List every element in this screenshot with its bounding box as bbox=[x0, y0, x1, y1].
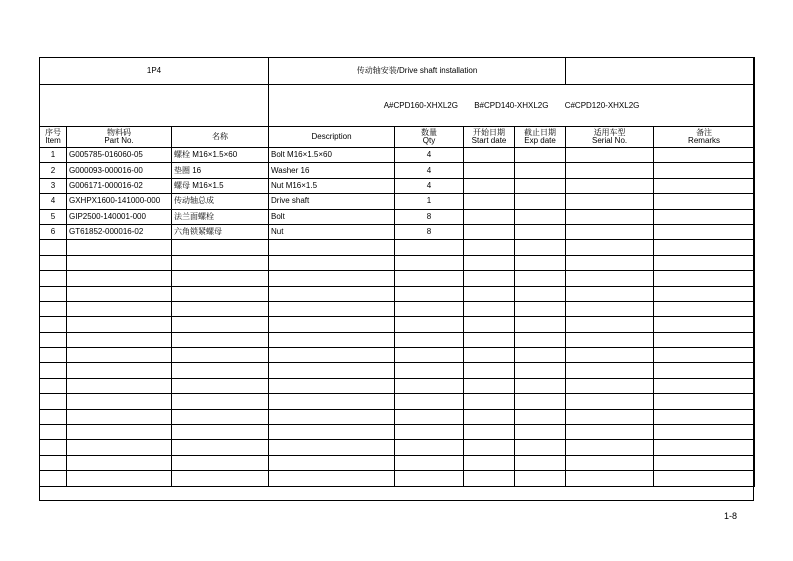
table-outer-border bbox=[39, 57, 754, 501]
cell-description: Bolt M16×1.5×60 bbox=[269, 148, 395, 163]
header-exp-cn: 截止日期 bbox=[524, 128, 557, 137]
cell-item: 1 bbox=[40, 148, 67, 163]
cell-item: 6 bbox=[40, 224, 67, 239]
header-exp-en: Exp date bbox=[524, 136, 556, 145]
cell-description: Washer 16 bbox=[269, 163, 395, 178]
drawing-code: 1P4 bbox=[40, 58, 269, 85]
cell-qty: 4 bbox=[395, 163, 464, 178]
cell-item: 4 bbox=[40, 194, 67, 209]
header-description-text: Description bbox=[311, 132, 352, 141]
cell-name: 六角锁紧螺母 bbox=[172, 224, 269, 239]
header-start-en: Start date bbox=[471, 136, 507, 145]
header-part-en: Part No. bbox=[104, 136, 134, 145]
cell-name: 传动轴总成 bbox=[172, 194, 269, 209]
header-serial-cn: 适用车型 bbox=[593, 128, 626, 137]
cell-part-no: G000093-000016-00 bbox=[67, 163, 172, 178]
cell-item: 5 bbox=[40, 209, 67, 224]
cell-qty: 4 bbox=[395, 148, 464, 163]
header-serial-en: Serial No. bbox=[592, 136, 628, 145]
cell-description: Bolt bbox=[269, 209, 395, 224]
header-part-cn: 物料码 bbox=[107, 128, 131, 137]
model-a: A#CPD160-XHXL2G bbox=[383, 100, 458, 110]
cell-name: 螺栓 M16×1.5×60 bbox=[172, 148, 269, 163]
header-qty-en: Qty bbox=[422, 136, 436, 145]
cell-item: 3 bbox=[40, 178, 67, 193]
cell-part-no: GIP2500-140001-000 bbox=[67, 209, 172, 224]
cell-qty: 8 bbox=[395, 224, 464, 239]
cell-qty: 4 bbox=[395, 178, 464, 193]
model-c: C#CPD120-XHXL2G bbox=[564, 100, 640, 110]
cell-item: 2 bbox=[40, 163, 67, 178]
cell-name: 法兰面螺栓 bbox=[172, 209, 269, 224]
cell-part-no: GT61852-000016-02 bbox=[67, 224, 172, 239]
header-name-cn: 名称 bbox=[212, 132, 228, 141]
header-remarks-cn: 备注 bbox=[696, 128, 713, 137]
header-item-cn: 序号 bbox=[45, 128, 61, 137]
cell-name: 螺母 M16×1.5 bbox=[172, 178, 269, 193]
cell-part-no: G006171-000016-02 bbox=[67, 178, 172, 193]
cell-part-no: G005785-016060-05 bbox=[67, 148, 172, 163]
header-remarks-en: Remarks bbox=[688, 136, 721, 145]
cell-qty: 1 bbox=[395, 194, 464, 209]
cell-description: Nut M16×1.5 bbox=[269, 178, 395, 193]
header-start-cn: 开始日期 bbox=[473, 128, 506, 137]
cell-part-no: GXHPX1600-141000-000 bbox=[67, 194, 172, 209]
cell-qty: 8 bbox=[395, 209, 464, 224]
header-qty-cn: 数量 bbox=[421, 128, 438, 137]
model-b: B#CPD140-XHXL2G bbox=[474, 100, 549, 110]
page-title: 传动轴安装/Drive shaft installation bbox=[269, 58, 566, 85]
page-number: 1-8 bbox=[723, 511, 737, 521]
cell-description: Nut bbox=[269, 224, 395, 239]
cell-description: Drive shaft bbox=[269, 194, 395, 209]
header-item-en: Item bbox=[45, 136, 61, 145]
cell-name: 垫圈 16 bbox=[172, 163, 269, 178]
